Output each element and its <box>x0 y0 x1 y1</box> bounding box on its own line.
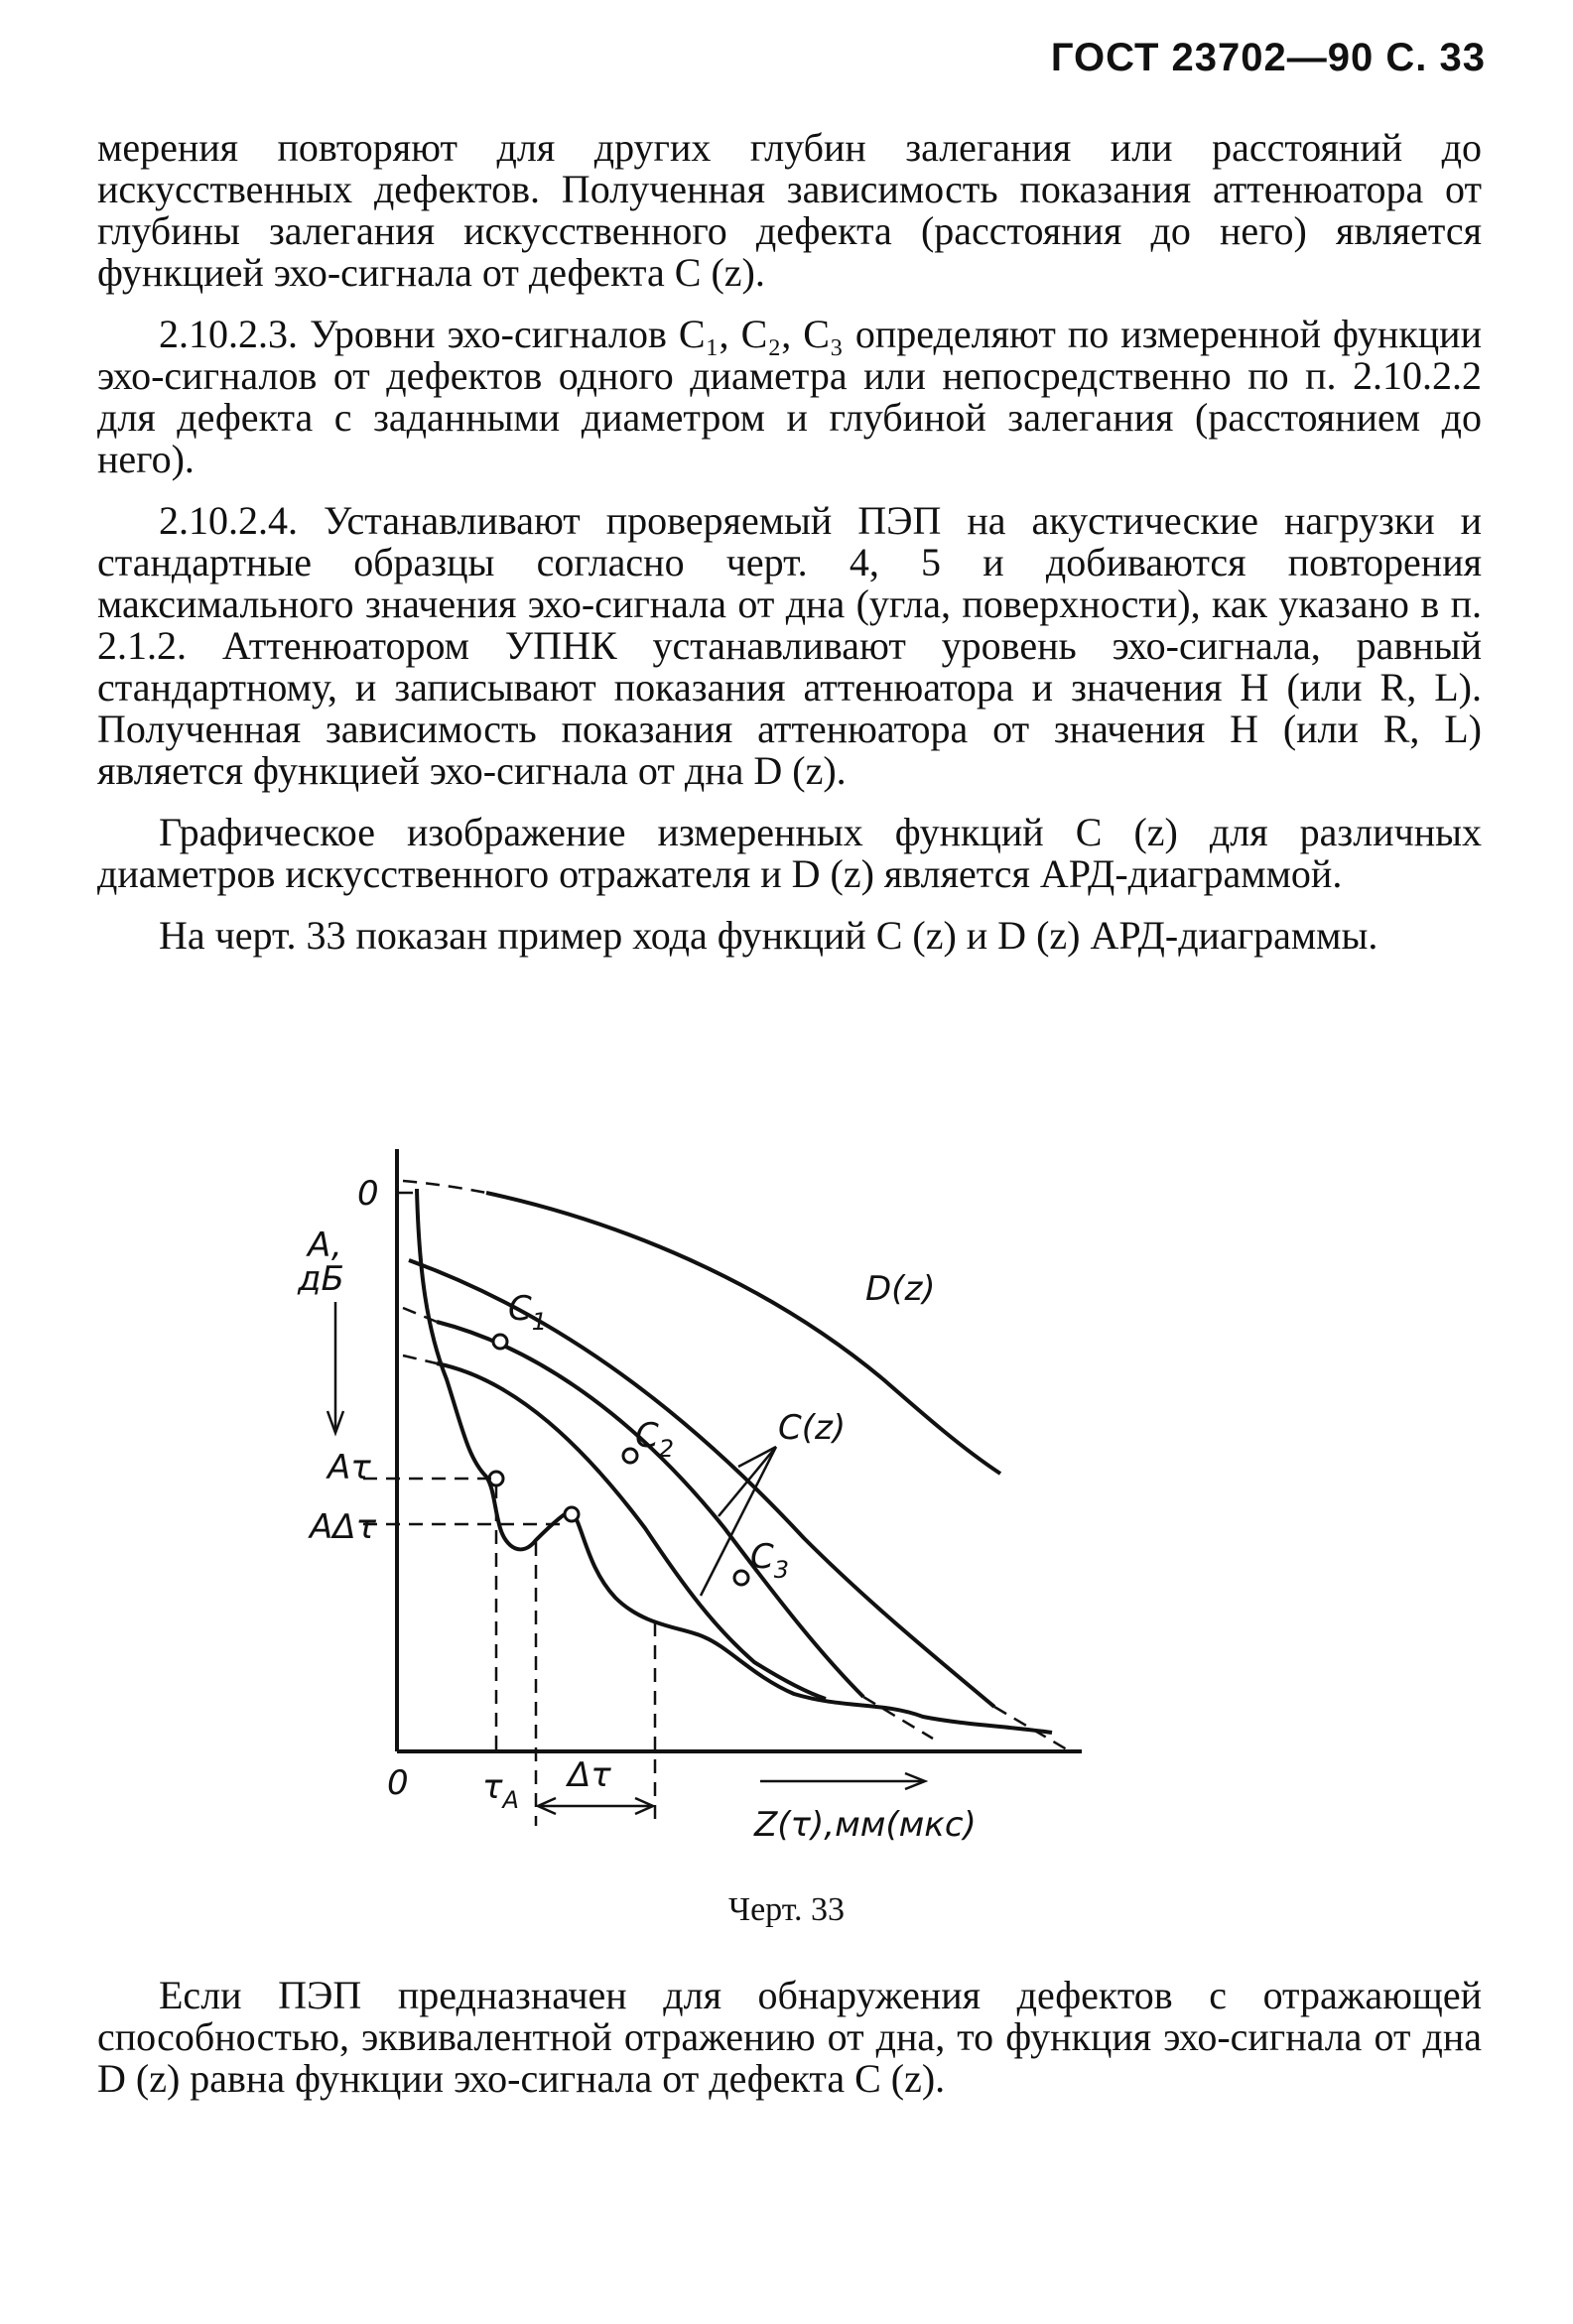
paragraph-continuation: мерения повторяют для других глубин залегания или расстояний до искусственных дефектов. Полученная зависимость показания аттенюатора от глубины залегания искусственного дефекта (расстояния до него) является функцией эхо-сигнала от дефекта C (z). <box>97 125 1482 295</box>
figure-caption: Черт. 33 <box>727 1891 846 1928</box>
x-axis-label: Z(τ),мм(мкс) <box>754 1805 977 1845</box>
paragraph-figure-reference: На черт. 33 показан пример хода функций C (z) и D (z) АРД-диаграммы. <box>159 913 1378 958</box>
y-zero-label: 0 <box>357 1174 379 1214</box>
c2-label: $C_2$ <box>635 1416 675 1463</box>
point-c1 <box>493 1335 507 1349</box>
tau-a-label: $\tau_A$ <box>482 1767 519 1814</box>
echo-trace <box>417 1189 1052 1733</box>
c-curve-middle <box>437 1322 863 1697</box>
paragraph-2-10-2-3: 2.10.2.3. Уровни эхо-сигналов C₁, C₂, C₃ определяют по измеренной функции эхо-сигналов от дефектов одного диаметра или непосредственно по п. 2.10.2.2 для дефекта с заданными диаметром и глубиной залегания (расстоянием до него). <box>97 312 1482 481</box>
point-a-tau <box>489 1472 503 1485</box>
paragraph-final: Если ПЭП предназначен для обнаружения дефектов с отражающей способностью, эквивалентной отражению от дна, то функция эхо-сигнала от дна D (z) равна функции эхо-сигнала от дефекта C (z). <box>97 1973 1482 2101</box>
ard-diagram-figure <box>288 1131 1181 1885</box>
y-unit-label-a: A, <box>308 1226 342 1265</box>
c1-label: $C_1$ <box>508 1289 548 1336</box>
c-curve-lower-dashed <box>403 1356 437 1363</box>
body-text <box>97 127 1482 976</box>
c-curve-middle-dashed <box>403 1308 437 1322</box>
page-header: ГОСТ 23702—90 С. 33 <box>1050 36 1486 79</box>
point-c3 <box>734 1571 748 1585</box>
ard-diagram <box>288 1131 1181 1885</box>
point-a-delta-tau <box>565 1507 579 1521</box>
a-tau-label: Aτ <box>328 1448 371 1487</box>
a-delta-tau-label: AΔτ <box>310 1507 376 1547</box>
c3-label: $C_3$ <box>750 1537 790 1584</box>
c-curves-label: C(z) <box>778 1408 847 1448</box>
paragraph-ard-definition: Графическое изображение измеренных функций C (z) для различных диаметров искусственного отражателя и D (z) является АРД-диаграммой. <box>97 810 1482 896</box>
d-curve-label: D(z) <box>865 1269 936 1309</box>
paragraph-2-10-2-4: 2.10.2.4. Устанавливают проверяемый ПЭП на акустические нагрузки и стандартные образцы согласно черт. 4, 5 и добиваются повторения максимального значения эхо-сигнала от дна (угла, поверхности), как указано в п. 2.1.2. Аттенюатором УПНК устанавливают уровень эхо-сигнала, равный стандартному, и записывают показания аттенюатора и значения H (или R, L). Полученная зависимость показания аттенюатора от значения H (или R, L) является функцией эхо-сигнала от дна D (z). <box>97 498 1482 793</box>
y-unit-label-db: дБ <box>298 1259 344 1299</box>
x-zero-label: 0 <box>387 1763 409 1803</box>
delta-tau-label: Δτ <box>568 1755 611 1795</box>
